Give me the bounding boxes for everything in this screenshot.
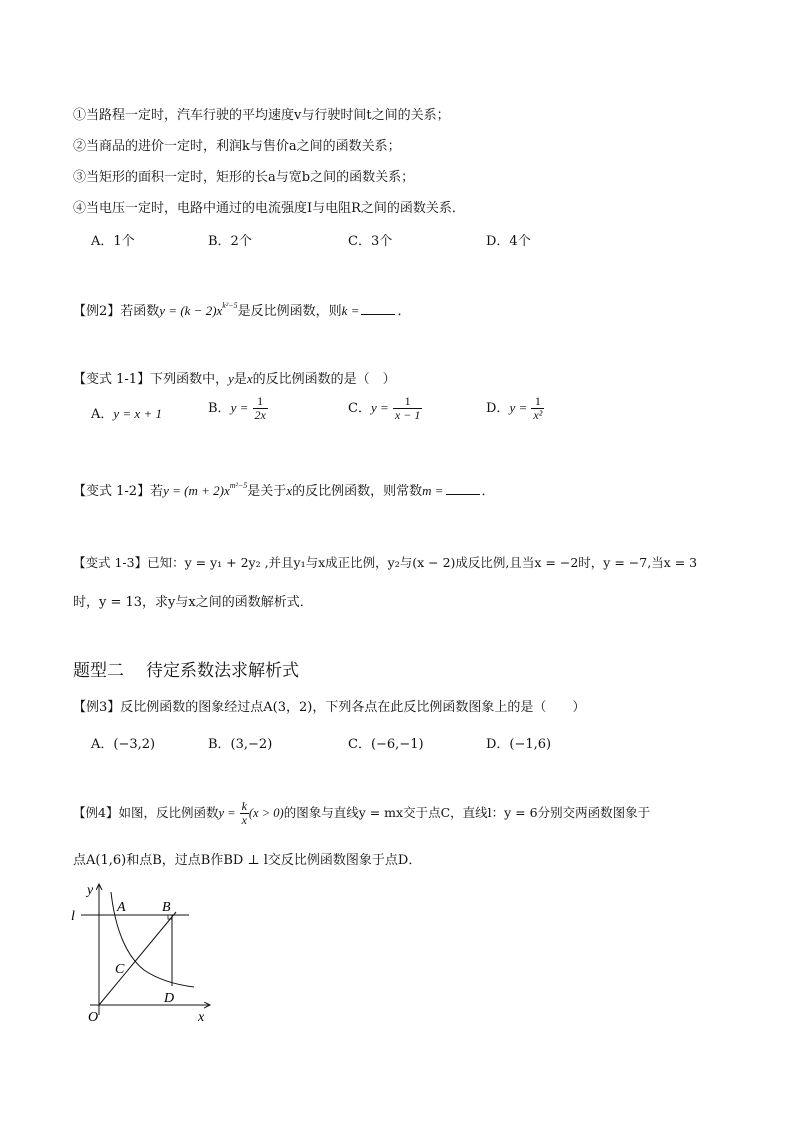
v11-option-c-prefix: y = [370, 400, 389, 415]
fraction-denominator: x [241, 813, 247, 827]
fraction-numerator: 1 [534, 394, 541, 408]
label-y: y [87, 883, 94, 898]
label-a: A [117, 900, 126, 915]
variant-1-2-expression: y = (m + 2)x [163, 483, 230, 498]
v11-option-c-fraction [393, 395, 422, 422]
variant-1-1-end: 的反比例函数的是（ ） [252, 372, 396, 387]
v11-option-d-prefix: y = [509, 400, 528, 415]
answer-blank [361, 303, 395, 315]
fraction-numerator: k [241, 799, 247, 813]
variant-1-2-end: ． [481, 484, 495, 499]
v11-option-d-fraction [531, 395, 544, 422]
ex3-option-c: C．(−6,−1) [348, 737, 424, 752]
statement-1: ①当路程一定时，汽车行驶的平均速度v与行驶时间t之间的关系； [73, 108, 450, 123]
q1-option-c: C．3个 [348, 234, 393, 249]
v11-option-c [348, 395, 422, 422]
label-c: C [115, 962, 125, 977]
v11-option-a [91, 403, 162, 422]
variant-1-2-x: x [286, 483, 293, 498]
variant-1-2-exponent: m²−5 [229, 481, 248, 490]
example-4-label: 【例4】如图，反比例函数 [73, 805, 219, 820]
variant-1-2 [73, 480, 495, 499]
v11-option-a-expr: y = x + 1 [113, 406, 162, 421]
label-x: x [198, 1010, 205, 1025]
variant-1-2-variable: m = [422, 483, 444, 498]
v11-option-b-prefix: y = [230, 400, 249, 415]
ex3-option-a: A．(−3,2) [91, 737, 156, 752]
label-b: B [162, 900, 171, 915]
variant-1-1-y: y [228, 371, 234, 386]
variant-1-1-label: 【变式 1-1】下列函数中， [73, 372, 229, 387]
fraction-numerator: 1 [404, 394, 411, 408]
q1-option-a: A．1个 [91, 234, 135, 249]
fraction-numerator: 1 [257, 394, 264, 408]
v11-option-d [486, 395, 544, 422]
example-4-y: y = [218, 806, 236, 820]
example-4-line-1 [73, 800, 650, 827]
example-2-variable: k = [341, 303, 360, 318]
label-o: O [88, 1010, 99, 1025]
variant-1-3-line-1: 【变式 1-3】已知：y = y₁ + 2y₂ ,并且y₁与x成正比例，y₂与(x − 2)成反比例,且当x = −2时，y = −7,当x = 3 [73, 555, 698, 570]
variant-1-1-mid: 是 [233, 372, 247, 387]
example-2-label: 【例2】若函数 [73, 304, 160, 319]
v11-option-a-letter: A． [91, 407, 114, 422]
v11-option-c-letter: C． [348, 401, 371, 416]
section-heading [73, 656, 299, 681]
statement-4: ④当电压一定时，电路中通过的电流强度I与电阻R之间的函数关系． [73, 201, 465, 216]
variant-1-1-x: x [246, 371, 253, 386]
example-2-expression: y = (k − 2)x [159, 303, 223, 318]
function-graph-figure [64, 878, 224, 1028]
example-2-end: ． [397, 304, 411, 319]
fraction-denominator: x − 1 [394, 408, 421, 422]
example-3: 【例3】反比例函数的图象经过点A(3，2)，下列各点在此反比例函数图象上的是（ ） [73, 700, 586, 715]
answer-blank [446, 483, 480, 495]
variant-1-3-line-2: 时，y = 13，求y与x之间的函数解析式． [73, 595, 313, 610]
variant-1-2-mid: 是关于 [247, 484, 287, 499]
statement-2: ②当商品的进价一定时，利润k与售价a之间的函数关系； [73, 139, 401, 154]
v11-option-b [208, 395, 268, 422]
label-d: D [164, 991, 175, 1006]
fraction-denominator: 2x [254, 408, 266, 422]
example-4-condition: (x > 0) [248, 806, 284, 820]
example-4-line-2: 点A(1,6)和点B，过点B作BD ⊥ l交反比例函数图象于点D． [73, 853, 422, 868]
variant-1-2-mid2: 的反比例函数，则常数 [292, 484, 423, 499]
variant-1-1 [73, 368, 396, 387]
v11-option-b-fraction [253, 395, 268, 422]
example-2 [73, 300, 410, 319]
ex3-option-b: B．(3,−2) [208, 737, 273, 752]
statement-3: ③当矩形的面积一定时，矩形的长a与宽b之间的函数关系； [73, 170, 415, 185]
ex3-option-d: D．(−1,6) [486, 737, 552, 752]
example-4-fraction [240, 800, 249, 827]
fraction-denominator: x² [533, 408, 543, 422]
v11-option-b-letter: B． [208, 401, 231, 416]
v11-option-d-letter: D． [486, 401, 510, 416]
q1-option-d: D．4个 [486, 234, 531, 249]
example-4-text: 的图象与直线y = mx交于点C，直线l：y = 6分别交两函数图象于 [283, 805, 651, 820]
section-title: 待定系数法求解析式 [146, 661, 299, 681]
q1-option-b: B．2个 [208, 234, 252, 249]
label-l: l [71, 909, 75, 924]
section-label: 题型二 [73, 661, 124, 681]
variant-1-2-label: 【变式 1-2】若 [73, 484, 164, 499]
example-2-text: 是反比例函数，则 [237, 304, 342, 319]
example-2-exponent: k²−5 [222, 301, 238, 310]
